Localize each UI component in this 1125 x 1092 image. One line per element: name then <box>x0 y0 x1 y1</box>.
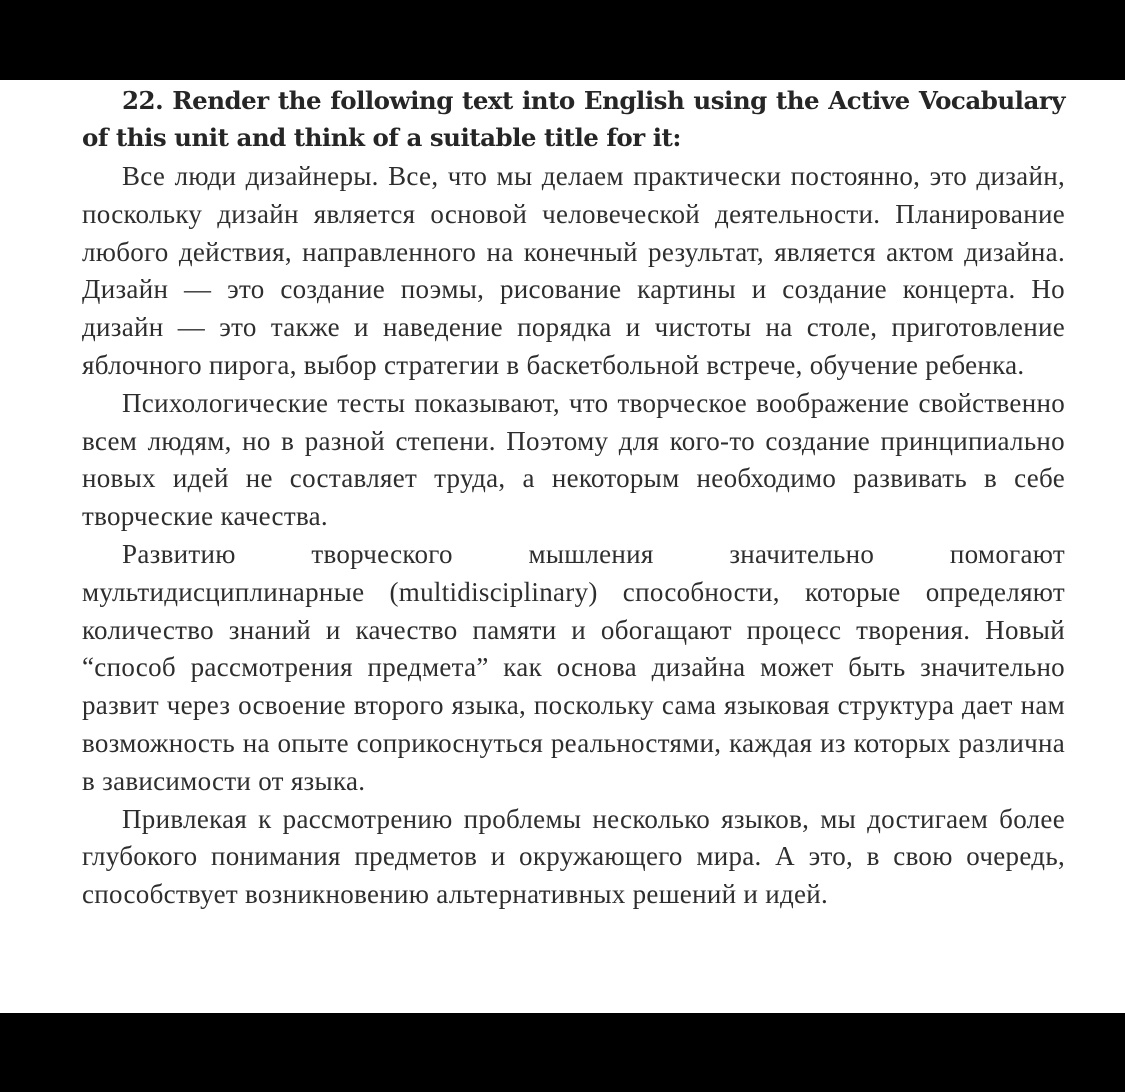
text-block <box>82 82 1065 914</box>
paragraph-3: Развитию творческого мышления значительно помогают мультидисциплинарные (multidisciplinary) способности, которые определяют количество знаний и качество памяти и обогащают процесс творения. Новый “способ рассмотрения предмета” как основа дизайна может быть значительно развит через освоение второго языка, поскольку сама языковая структура дает нам возможность на опыте соприкоснуться реальностями, каждая из которых различна в зависимости от языка. <box>82 538 1065 796</box>
exercise-heading: 22. Render the following text into English using the Active Vocabulary of this unit and think of a suitable title for it: <box>82 86 1065 152</box>
paragraph-2: Психологические тесты показывают, что творческое воображение свойственно всем людям, но в разной степени. Поэтому для кого-то создание принципиально новых идей не составляет труда, а некоторым необходимо развивать в себе творческие качества. <box>82 387 1065 532</box>
top-black-bar <box>0 0 1125 80</box>
paragraph-4: Привлекая к рассмотрению проблемы несколько языков, мы достигаем более глубокого понимания предметов и окружающего мира. А это, в свою очередь, способствует возникновению альтернативных решений и идей. <box>82 803 1065 910</box>
book-page <box>0 80 1125 1013</box>
paragraph-1: Все люди дизайнеры. Все, что мы делаем практически постоянно, это дизайн, поскольку дизайн является основой человеческой деятельности. Планирование любого действия, направленного на конечный результат, является актом дизайна. Дизайн — это создание поэмы, рисование картины и создание концерта. Но дизайн — это также и наведение порядка и чистоты на столе, приготовление яблочного пирога, выбор стратегии в баскетбольной встрече, обучение ребенка. <box>82 161 1065 380</box>
bottom-black-bar <box>0 1013 1125 1092</box>
